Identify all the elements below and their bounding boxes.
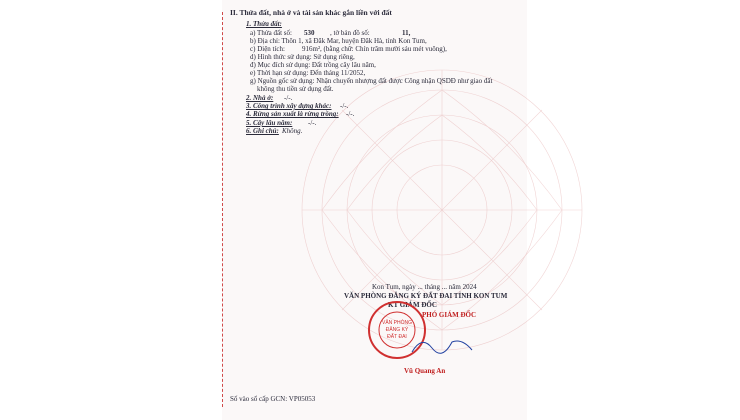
- item2-label: 2. Nhà ở:: [246, 94, 274, 102]
- area-label: c) Diện tích:: [250, 45, 285, 53]
- item3-value: -/-.: [340, 102, 349, 110]
- origin-line-1: g) Nguồn gốc sử dụng: Nhận chuyển nhượng đất được Công nhận QSDĐ như giao đất: [250, 77, 493, 85]
- date-line: Kon Tum, ngày ... tháng ... năm 2024: [372, 283, 477, 291]
- land-heading: 1. Thửa đất:: [246, 20, 282, 28]
- origin-line-2: không thu tiền sử dụng đất.: [257, 85, 334, 93]
- parcel-number: 530: [304, 29, 315, 37]
- deputy-title: PHÓ GIÁM ĐỐC: [422, 311, 477, 319]
- item4-value: -/-.: [346, 110, 355, 118]
- item2-value: -/-.: [284, 94, 293, 102]
- area-value: 916m², (bằng chữ: Chín trăm mười sáu mét vuông),: [302, 45, 447, 53]
- signer-name: Vũ Quang An: [404, 367, 446, 375]
- usage-form: d) Hình thức sử dụng: Sử dụng riêng,: [250, 53, 355, 61]
- director-title: KT GIÁM ĐỐC: [388, 301, 437, 309]
- item6-label: 6. Ghi chú:: [246, 127, 279, 135]
- usage-purpose: đ) Mục đích sử dụng: Đất trồng cây lâu năm,: [250, 61, 376, 69]
- usage-term: e) Thời hạn sử dụng: Đến tháng 11/2052,: [250, 69, 366, 77]
- address-line: b) Địa chỉ: Thôn 1, xã Đăk Mar, huyện Đăk Hà, tỉnh Kon Tum,: [250, 37, 427, 45]
- item3-label: 3. Công trình xây dựng khác:: [246, 102, 332, 110]
- certificate-number: Số vào sổ cấp GCN: VP05053: [230, 395, 316, 403]
- item5-label: 5. Cây lâu năm:: [246, 119, 293, 127]
- signature-scribble: [407, 330, 477, 360]
- certificate-page: [222, 0, 527, 420]
- section-title: II. Thửa đất, nhà ở và tài sản khác gắn liền với đất: [230, 8, 392, 17]
- parcel-label: a) Thửa đất số:: [250, 29, 292, 37]
- svg-text:VĂN PHÒNG: VĂN PHÒNG: [381, 320, 413, 326]
- svg-text:ĐĂNG KÝ: ĐĂNG KÝ: [385, 327, 409, 333]
- svg-text:ĐẤT ĐAI: ĐẤT ĐAI: [387, 334, 407, 340]
- item4-label: 4. Rừng sản xuất là rừng trồng:: [246, 110, 339, 118]
- item5-value: -/-.: [308, 119, 317, 127]
- item6-value: Không.: [282, 127, 303, 135]
- map-sheet-number: 11,: [402, 29, 411, 37]
- map-sheet-label: , tờ bản đồ số:: [330, 29, 370, 37]
- office-name: VĂN PHÒNG ĐĂNG KÝ ĐẤT ĐAI TỈNH KON TUM: [344, 292, 508, 300]
- page-edge-line: [222, 12, 223, 407]
